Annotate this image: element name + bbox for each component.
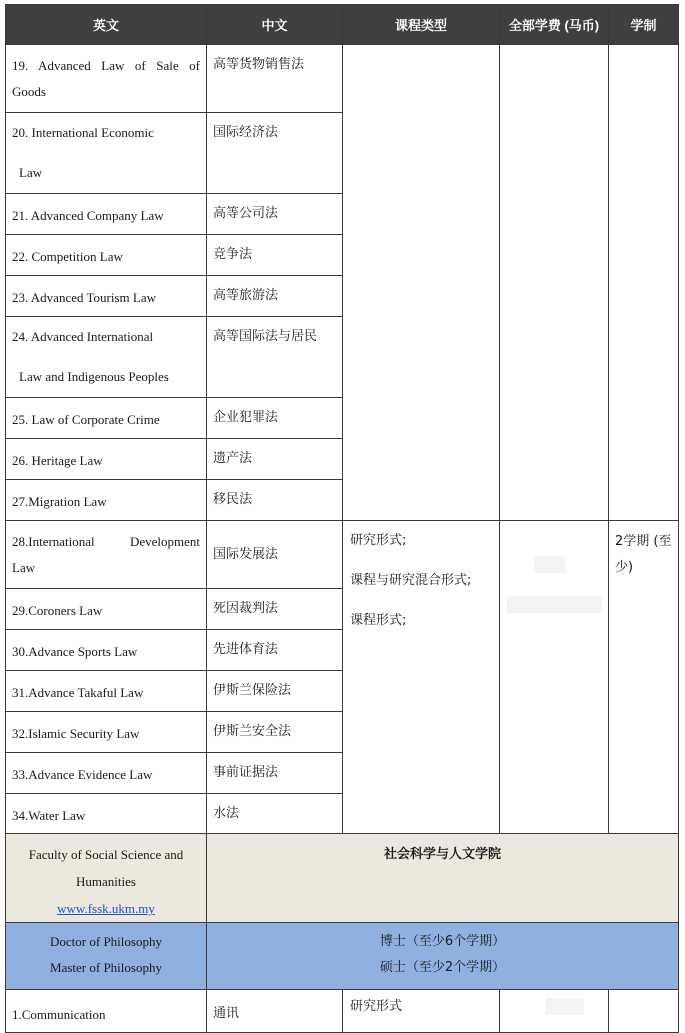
header-english: 英文 [6, 5, 207, 45]
fee-cell [500, 521, 609, 834]
header-course-type: 课程类型 [343, 5, 500, 45]
fee-cell [500, 990, 609, 1033]
course-type-cell: 研究形式 [343, 990, 500, 1033]
table-row [6, 521, 679, 589]
course-name-zh: 通讯 [207, 990, 343, 1033]
course-type-cell [343, 45, 500, 521]
table-row [6, 990, 679, 1033]
course-name-zh: 水法 [207, 794, 343, 834]
course-name-en: 1.Communication [6, 990, 207, 1033]
redacted-fee [534, 556, 565, 573]
fee-cell [500, 45, 609, 521]
course-name-zh: 国际发展法 [207, 521, 343, 589]
course-name-en: 23. Advanced Tourism Law [6, 276, 207, 317]
course-name-zh: 高等国际法与居民 [207, 317, 343, 398]
course-name-zh: 死因裁判法 [207, 589, 343, 630]
course-type-coursework: 课程形式; [350, 613, 407, 628]
header-chinese: 中文 [207, 5, 343, 45]
header-row [6, 5, 679, 45]
course-name-en: 25. Law of Corporate Crime [6, 398, 207, 439]
course-name-zh: 竞争法 [207, 235, 343, 276]
course-name-en: 34.Water Law [6, 794, 207, 834]
table-row [6, 45, 679, 113]
degree-names-en: Doctor of Philosophy Master of Philosophy [6, 923, 207, 990]
duration-cell: 2学期 (至少) [609, 521, 679, 834]
redacted-fee [546, 998, 584, 1015]
course-name-en: 27.Migration Law [6, 480, 207, 521]
degree-row [6, 923, 679, 990]
faculty-website-link[interactable]: www.fssk.ukm.my [57, 901, 155, 916]
course-type-cell [343, 521, 500, 834]
course-name-en: 29.Coroners Law [6, 589, 207, 630]
header-total-fee: 全部学费 (马币) [500, 5, 609, 45]
course-name-en: 26. Heritage Law [6, 439, 207, 480]
course-name-en: 33.Advance Evidence Law [6, 753, 207, 794]
course-name-en: 28.International Development Law [6, 521, 207, 589]
course-name-en: 22. Competition Law [6, 235, 207, 276]
duration-cell [609, 45, 679, 521]
course-name-zh: 高等旅游法 [207, 276, 343, 317]
course-name-en: 21. Advanced Company Law [6, 194, 207, 235]
course-name-zh: 移民法 [207, 480, 343, 521]
course-name-en: 32.Islamic Security Law [6, 712, 207, 753]
course-name-en: 31.Advance Takaful Law [6, 671, 207, 712]
course-name-en: 20. International Economic Law [6, 113, 207, 194]
course-name-zh: 遗产法 [207, 439, 343, 480]
redacted-fee [507, 596, 602, 613]
course-name-zh: 高等货物销售法 [207, 45, 343, 113]
course-type-research: 研究形式; [350, 533, 407, 548]
course-name-en: 19. Advanced Law of Sale of Goods [6, 45, 207, 113]
course-name-zh: 伊斯兰安全法 [207, 712, 343, 753]
course-name-zh: 伊斯兰保险法 [207, 671, 343, 712]
course-name-zh: 高等公司法 [207, 194, 343, 235]
faculty-name-en: Faculty of Social Science and Humanities www.fssk.ukm.my [6, 834, 207, 923]
header-duration: 学制 [609, 5, 679, 45]
faculty-name-zh: 社会科学与人文学院 [207, 834, 679, 923]
course-name-zh: 先进体育法 [207, 630, 343, 671]
faculty-row [6, 834, 679, 923]
degree-names-zh: 博士（至少6个学期） 硕士（至少2个学期） [207, 923, 679, 990]
course-type-mixed: 课程与研究混合形式; [350, 573, 472, 588]
duration-cell [609, 990, 679, 1033]
course-name-zh: 事前证据法 [207, 753, 343, 794]
course-name-en: 30.Advance Sports Law [6, 630, 207, 671]
course-name-zh: 国际经济法 [207, 113, 343, 194]
course-name-zh: 企业犯罪法 [207, 398, 343, 439]
programme-table [5, 4, 679, 1033]
course-name-en: 24. Advanced International Law and Indigenous Peoples [6, 317, 207, 398]
